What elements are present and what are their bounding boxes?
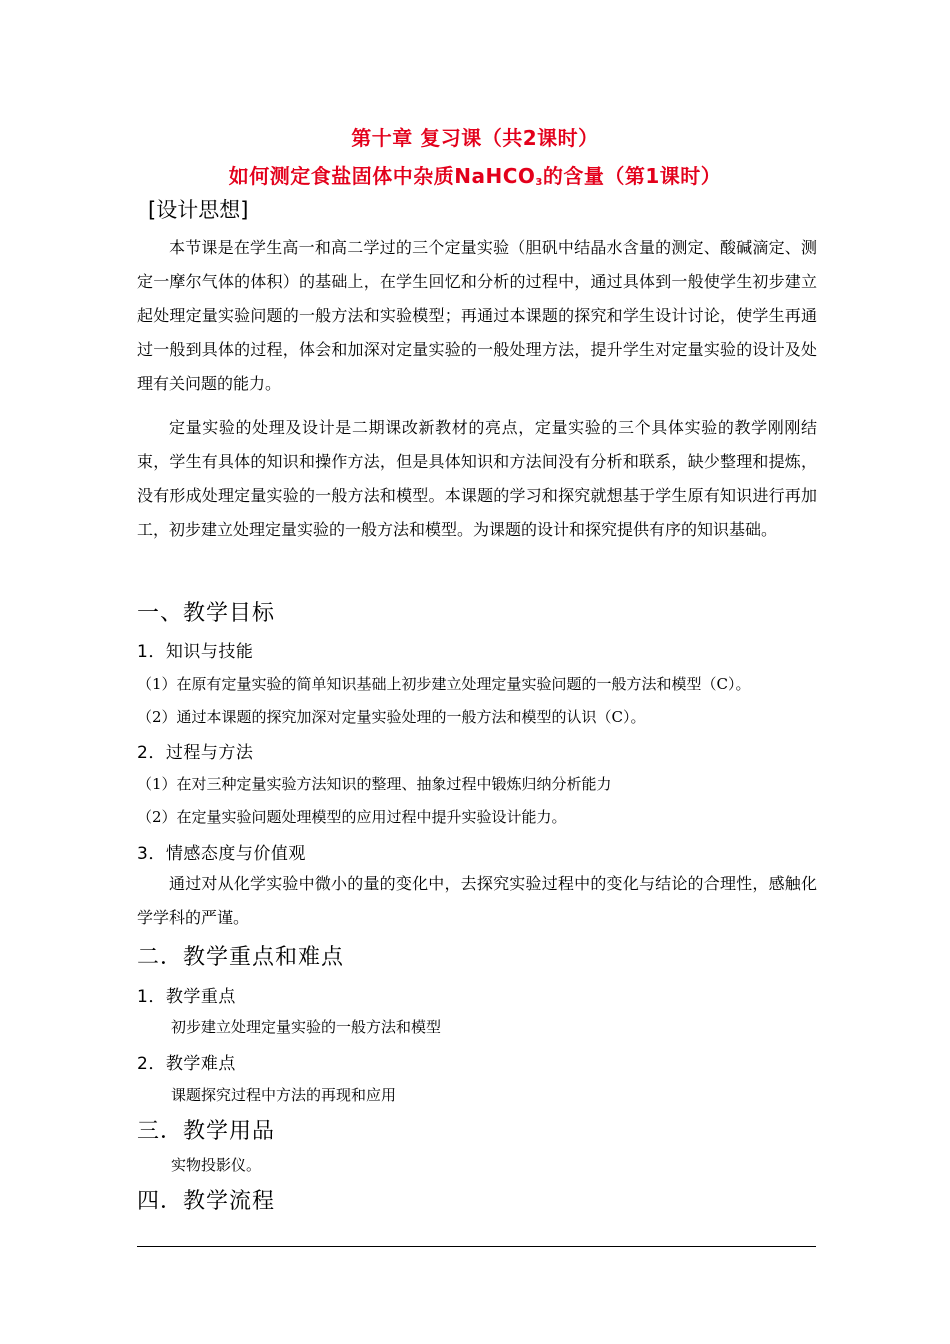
subheading-difficulty: 2．教学难点 bbox=[137, 1054, 236, 1074]
attitude-paragraph: 通过对从化学实验中微小的量的变化中，去探究实验过程中的变化与结论的合理性，感触化学学科的严谨。 bbox=[137, 874, 817, 927]
subheading-knowledge-skills: 1．知识与技能 bbox=[137, 642, 254, 662]
design-paragraph-1: 本节课是在学生高一和高二学过的三个定量实验（胆矾中结晶水含量的测定、酸碱滴定、测定一摩尔气体的体积）的基础上，在学生回忆和分析的过程中，通过具体到一般使学生初步建立起处理定量实验问题的一般方法和实验模型；再通过本课题的探究和学生设计讨论，使学生再通过一般到具体的过程，体会和加深对定量实验的一般处理方法，提升学生对定量实验的设计及处理有关问题的能力。 bbox=[137, 238, 817, 393]
subheading-key-point: 1．教学重点 bbox=[137, 987, 236, 1007]
design-label: [设计思想] bbox=[148, 198, 249, 222]
subheading-attitude-values: 3．情感态度与价值观 bbox=[137, 844, 306, 864]
objective-item: （2）在定量实验问题处理模型的应用过程中提升实验设计能力。 bbox=[137, 808, 567, 826]
section-heading-flow: 四．教学流程 bbox=[137, 1189, 276, 1214]
objective-item: （2）通过本课题的探究加深对定量实验处理的一般方法和模型的认识（C）。 bbox=[137, 708, 646, 726]
subheading-process-method: 2．过程与方法 bbox=[137, 743, 254, 763]
lesson-title-pre: 如何测定食盐固体中杂质NaHCO bbox=[228, 164, 536, 188]
lesson-title-subscript: 3 bbox=[535, 177, 543, 188]
section-heading-objectives: 一、教学目标 bbox=[137, 601, 276, 626]
bottom-divider bbox=[137, 1246, 816, 1247]
objective-item: （1）在原有定量实验的简单知识基础上初步建立处理定量实验问题的一般方法和模型（C）。 bbox=[137, 675, 751, 693]
lesson-title bbox=[0, 160, 950, 189]
key-point-text: 初步建立处理定量实验的一般方法和模型 bbox=[171, 1018, 442, 1036]
objective-item: （1）在对三种定量实验方法知识的整理、抽象过程中锻炼归纳分析能力 bbox=[137, 775, 612, 793]
section-heading-key-points: 二．教学重点和难点 bbox=[137, 945, 345, 970]
design-paragraph-2: 定量实验的处理及设计是二期课改新教材的亮点，定量实验的三个具体实验的教学刚刚结束，学生有具体的知识和操作方法，但是具体知识和方法间没有分析和联系，缺少整理和提炼，没有形成处理定量实验的一般方法和模型。本课题的学习和探究就想基于学生原有知识进行再加工，初步建立处理定量实验的一般方法和模型。为课题的设计和探究提供有序的知识基础。 bbox=[137, 418, 817, 539]
materials-text: 实物投影仪。 bbox=[171, 1156, 262, 1174]
section-heading-materials: 三．教学用品 bbox=[137, 1119, 276, 1144]
difficulty-text: 课题探究过程中方法的再现和应用 bbox=[171, 1086, 397, 1104]
chapter-title: 第十章 复习课（共2课时） bbox=[351, 126, 599, 150]
lesson-title-post: 的含量（第1课时） bbox=[542, 164, 722, 188]
